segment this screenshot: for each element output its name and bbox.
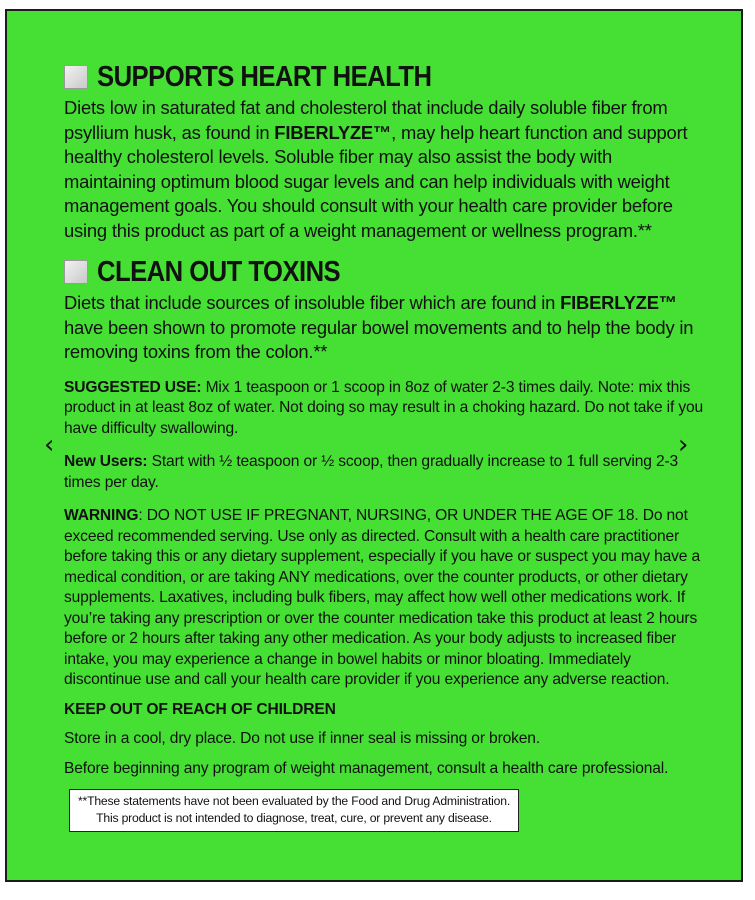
suggested-use-label: SUGGESTED USE:	[64, 378, 202, 396]
new-users-label: New Users:	[64, 453, 148, 470]
disclaimer-line-2: This product is not intended to diagnose, treat, cure, or prevent any disease.	[96, 811, 492, 825]
square-bullet-icon	[64, 260, 88, 284]
brand-name: FIBERLYZE™	[560, 292, 677, 313]
warning-label: WARNING	[64, 507, 139, 524]
brand-name: FIBERLYZE™	[274, 121, 392, 143]
chevron-left-icon: ‹	[44, 430, 55, 460]
suggested-use: SUGGESTED USE: Mix 1 teaspoon or 1 scoop in 8oz of water 2-3 times daily. Note: mix this product in at least 8oz of water. Not doing so may result in a choking hazard. Do not take if you have difficulty swallowing.	[64, 378, 704, 437]
keep-out-of-reach: KEEP OUT OF REACH OF CHILDREN	[64, 700, 336, 718]
warning: WARNING: DO NOT USE IF PREGNANT, NURSING, OR UNDER THE AGE OF 18. Do not exceed recommended serving. Use only as directed. Consult with a health care practitioner before taking this or any dietary supplement, especially if you have or suspect you may have a medical condition, or are taking ANY medications, over the counter products, or other dietary supplements. Laxatives, including bulk fibers, may affect how well other medications work. If you’re taking any prescription or over the counter medication take this product at least 2 hours before or 2 hours after taking any other medication. As your body adjusts to increased fiber intake, you may experience a change in bowel habits or minor bloating. Immediately discontinue use and call your health care provider if you experience any adverse reaction.	[64, 507, 700, 688]
square-bullet-icon	[64, 65, 88, 89]
new-users: New Users: Start with ½ teaspoon or ½ scoop, then gradually increase to 1 full serving 2-3 times per day.	[64, 453, 679, 491]
chevron-right-icon: ›	[678, 430, 689, 460]
label-content	[64, 52, 704, 779]
next-image-button[interactable]	[678, 432, 688, 458]
disclaimer-line-1: **These statements have not been evaluated by the Food and Drug Administration.	[77, 794, 511, 808]
previous-image-button[interactable]	[44, 432, 54, 458]
fda-disclaimer	[69, 789, 519, 832]
toxins-heading	[64, 257, 704, 287]
heart-health-body: Diets low in saturated fat and cholesterol that include daily soluble fiber from psyllium husk, as found in FIBERLYZE™, may help heart function and support healthy cholesterol levels. Soluble fiber may also assist the body with maintaining optimum blood sugar levels and can help individuals with weight management goals. You should consult with your health care provider before using this product as part of a weight management or wellness program.**	[64, 97, 688, 241]
heart-health-heading	[64, 62, 704, 92]
heart-health-title: SUPPORTS HEART HEALTH	[97, 61, 432, 93]
toxins-title: CLEAN OUT TOXINS	[97, 256, 341, 288]
consult-note: Before beginning any program of weight management, consult a health care professional.	[64, 759, 669, 777]
toxins-body: Diets that include sources of insoluble fiber which are found in FIBERLYZE™ have been shown to promote regular bowel movements and to help the body in removing toxins from the colon.**	[64, 292, 694, 362]
storage-instructions: Store in a cool, dry place. Do not use if inner seal is missing or broken.	[64, 730, 541, 747]
